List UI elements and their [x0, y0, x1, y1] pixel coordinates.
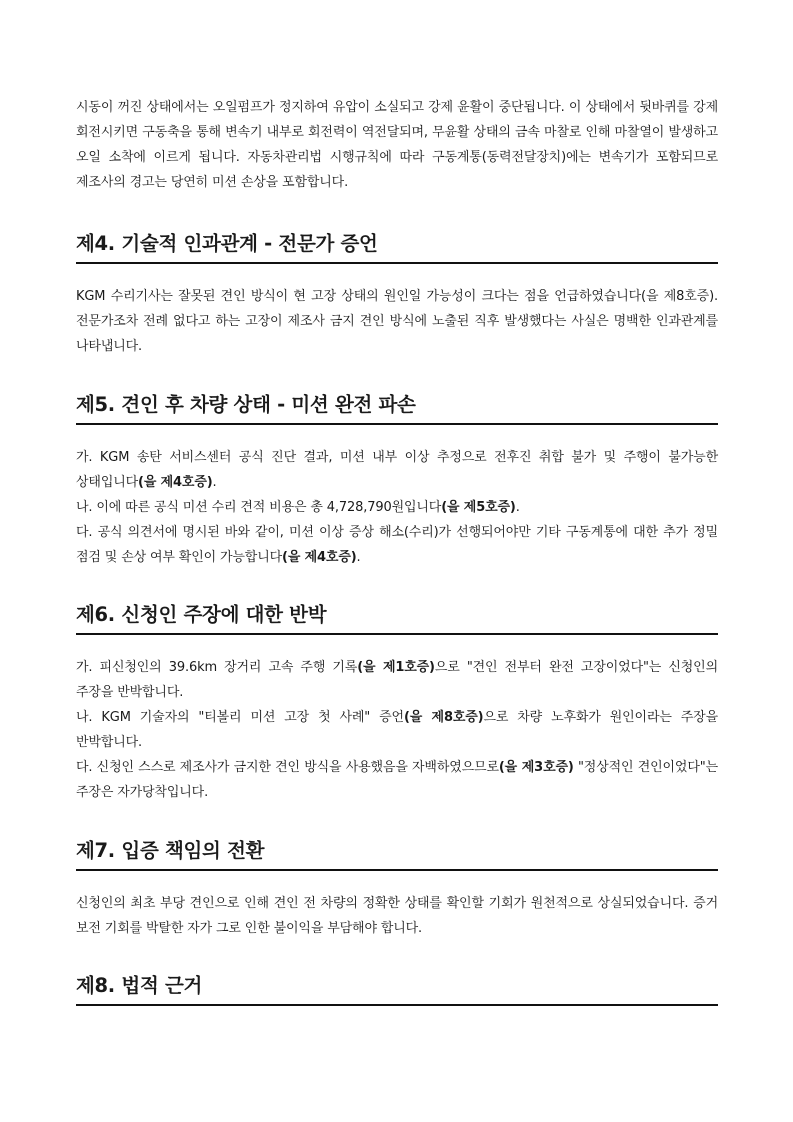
section-6-item-c-end: "정상적인 견인이었다"는 주장은 자가당착입니다.: [76, 760, 718, 800]
evidence-ref: (을 제4호증): [138, 475, 213, 490]
section-5-title: 제5. 견인 후 차량 상태 - 미션 완전 파손: [76, 389, 718, 425]
section-5-item-a-text: 가. KGM 송탄 서비스센터 공식 진단 결과, 미션 내부 이상 추정으로 전후진 취합 불가 및 주행이 불가능한 상태입니다: [76, 450, 718, 490]
section-4-title: 제4. 기술적 인과관계 - 전문가 증언: [76, 228, 718, 264]
section-7-paragraph: 신청인의 최초 부당 견인으로 인해 견인 전 차량의 정확한 상태를 확인할 기회가 원천적으로 상실되었습니다. 증거 보전 기회를 박탈한 자가 그로 인한 불이익을 부담해야 합니다.: [76, 896, 718, 936]
evidence-ref: (을 제4호증): [282, 550, 357, 565]
evidence-ref: (을 제5호증): [441, 500, 516, 515]
section-5-item-a: [76, 445, 718, 495]
intro-paragraph: 시동이 꺼진 상태에서는 오일펌프가 정지하여 유압이 소실되고 강제 윤활이 중단됩니다. 이 상태에서 뒷바퀴를 강제 회전시키면 구동축을 통해 변속기 내부로 회전력이 역전달되며, 무윤활 상태의 금속 마찰로 인해 마찰열이 발생하고 오일 소착에 이르게 됩니다. 자동차관리법 시행규칙에 따라 구동계통(동력전달장치)에는 변속기가 포함되므로 제조사의 경고는 당연히 미션 손상을 포함합니다.: [76, 100, 718, 190]
section-5: [76, 389, 718, 570]
section-6-title: 제6. 신청인 주장에 대한 반박: [76, 599, 718, 635]
section-6-item-b-text: 나. KGM 기술자의 "티볼리 미션 고장 첫 사례" 증언: [76, 710, 404, 725]
section-5-item-c: [76, 520, 718, 570]
section-6-item-a-end: 으로 "견인 전부터 완전 고장이었다"는 신청인의 주장을 반박합니다.: [76, 660, 718, 700]
intro-section: [76, 95, 718, 195]
section-6-item-b: [76, 705, 718, 755]
section-6-item-a: [76, 655, 718, 705]
evidence-ref: (을 제8호증): [403, 710, 484, 725]
section-5-item-c-end: .: [356, 550, 361, 565]
section-6-item-c-text: 다. 신청인 스스로 제조사가 금지한 견인 방식을 사용했음을 자백하였으므로: [76, 760, 499, 775]
section-6-item-b-end: 으로 차량 노후화가 원인이라는 주장을 반박합니다.: [76, 710, 718, 750]
section-4: [76, 228, 718, 359]
section-7-title: 제7. 입증 책임의 전환: [76, 835, 718, 871]
section-4-paragraph: KGM 수리기사는 잘못된 견인 방식이 현 고장 상태의 원인일 가능성이 크다는 점을 언급하였습니다(을 제8호증). 전문가조차 전례 없다고 하는 고장이 제조사 금지 견인 방식에 노출된 직후 발생했다는 사실은 명백한 인과관계를 나타냅니다.: [76, 289, 718, 354]
section-5-item-c-text: 다. 공식 의견서에 명시된 바와 같이, 미션 이상 증상 해소(수리)가 선행되어야만 기타 구동계통에 대한 추가 정밀 점검 및 손상 여부 확인이 가능합니다: [76, 525, 718, 565]
section-7: [76, 835, 718, 941]
evidence-ref: (을 제3호증): [498, 760, 574, 775]
section-8: [76, 970, 718, 1006]
section-5-item-a-end: .: [212, 475, 217, 490]
section-5-item-b: [76, 495, 718, 520]
evidence-ref: (을 제1호증): [357, 660, 435, 675]
section-8-title: 제8. 법적 근거: [76, 970, 718, 1006]
section-5-item-b-text: 나. 이에 따른 공식 미션 수리 견적 비용은 총 4,728,790원입니다: [76, 500, 442, 515]
section-6-item-a-text: 가. 피신청인의 39.6km 장거리 고속 주행 기록: [76, 660, 358, 675]
section-6: [76, 599, 718, 805]
section-6-item-c: [76, 755, 718, 805]
section-5-item-b-end: .: [515, 500, 520, 515]
